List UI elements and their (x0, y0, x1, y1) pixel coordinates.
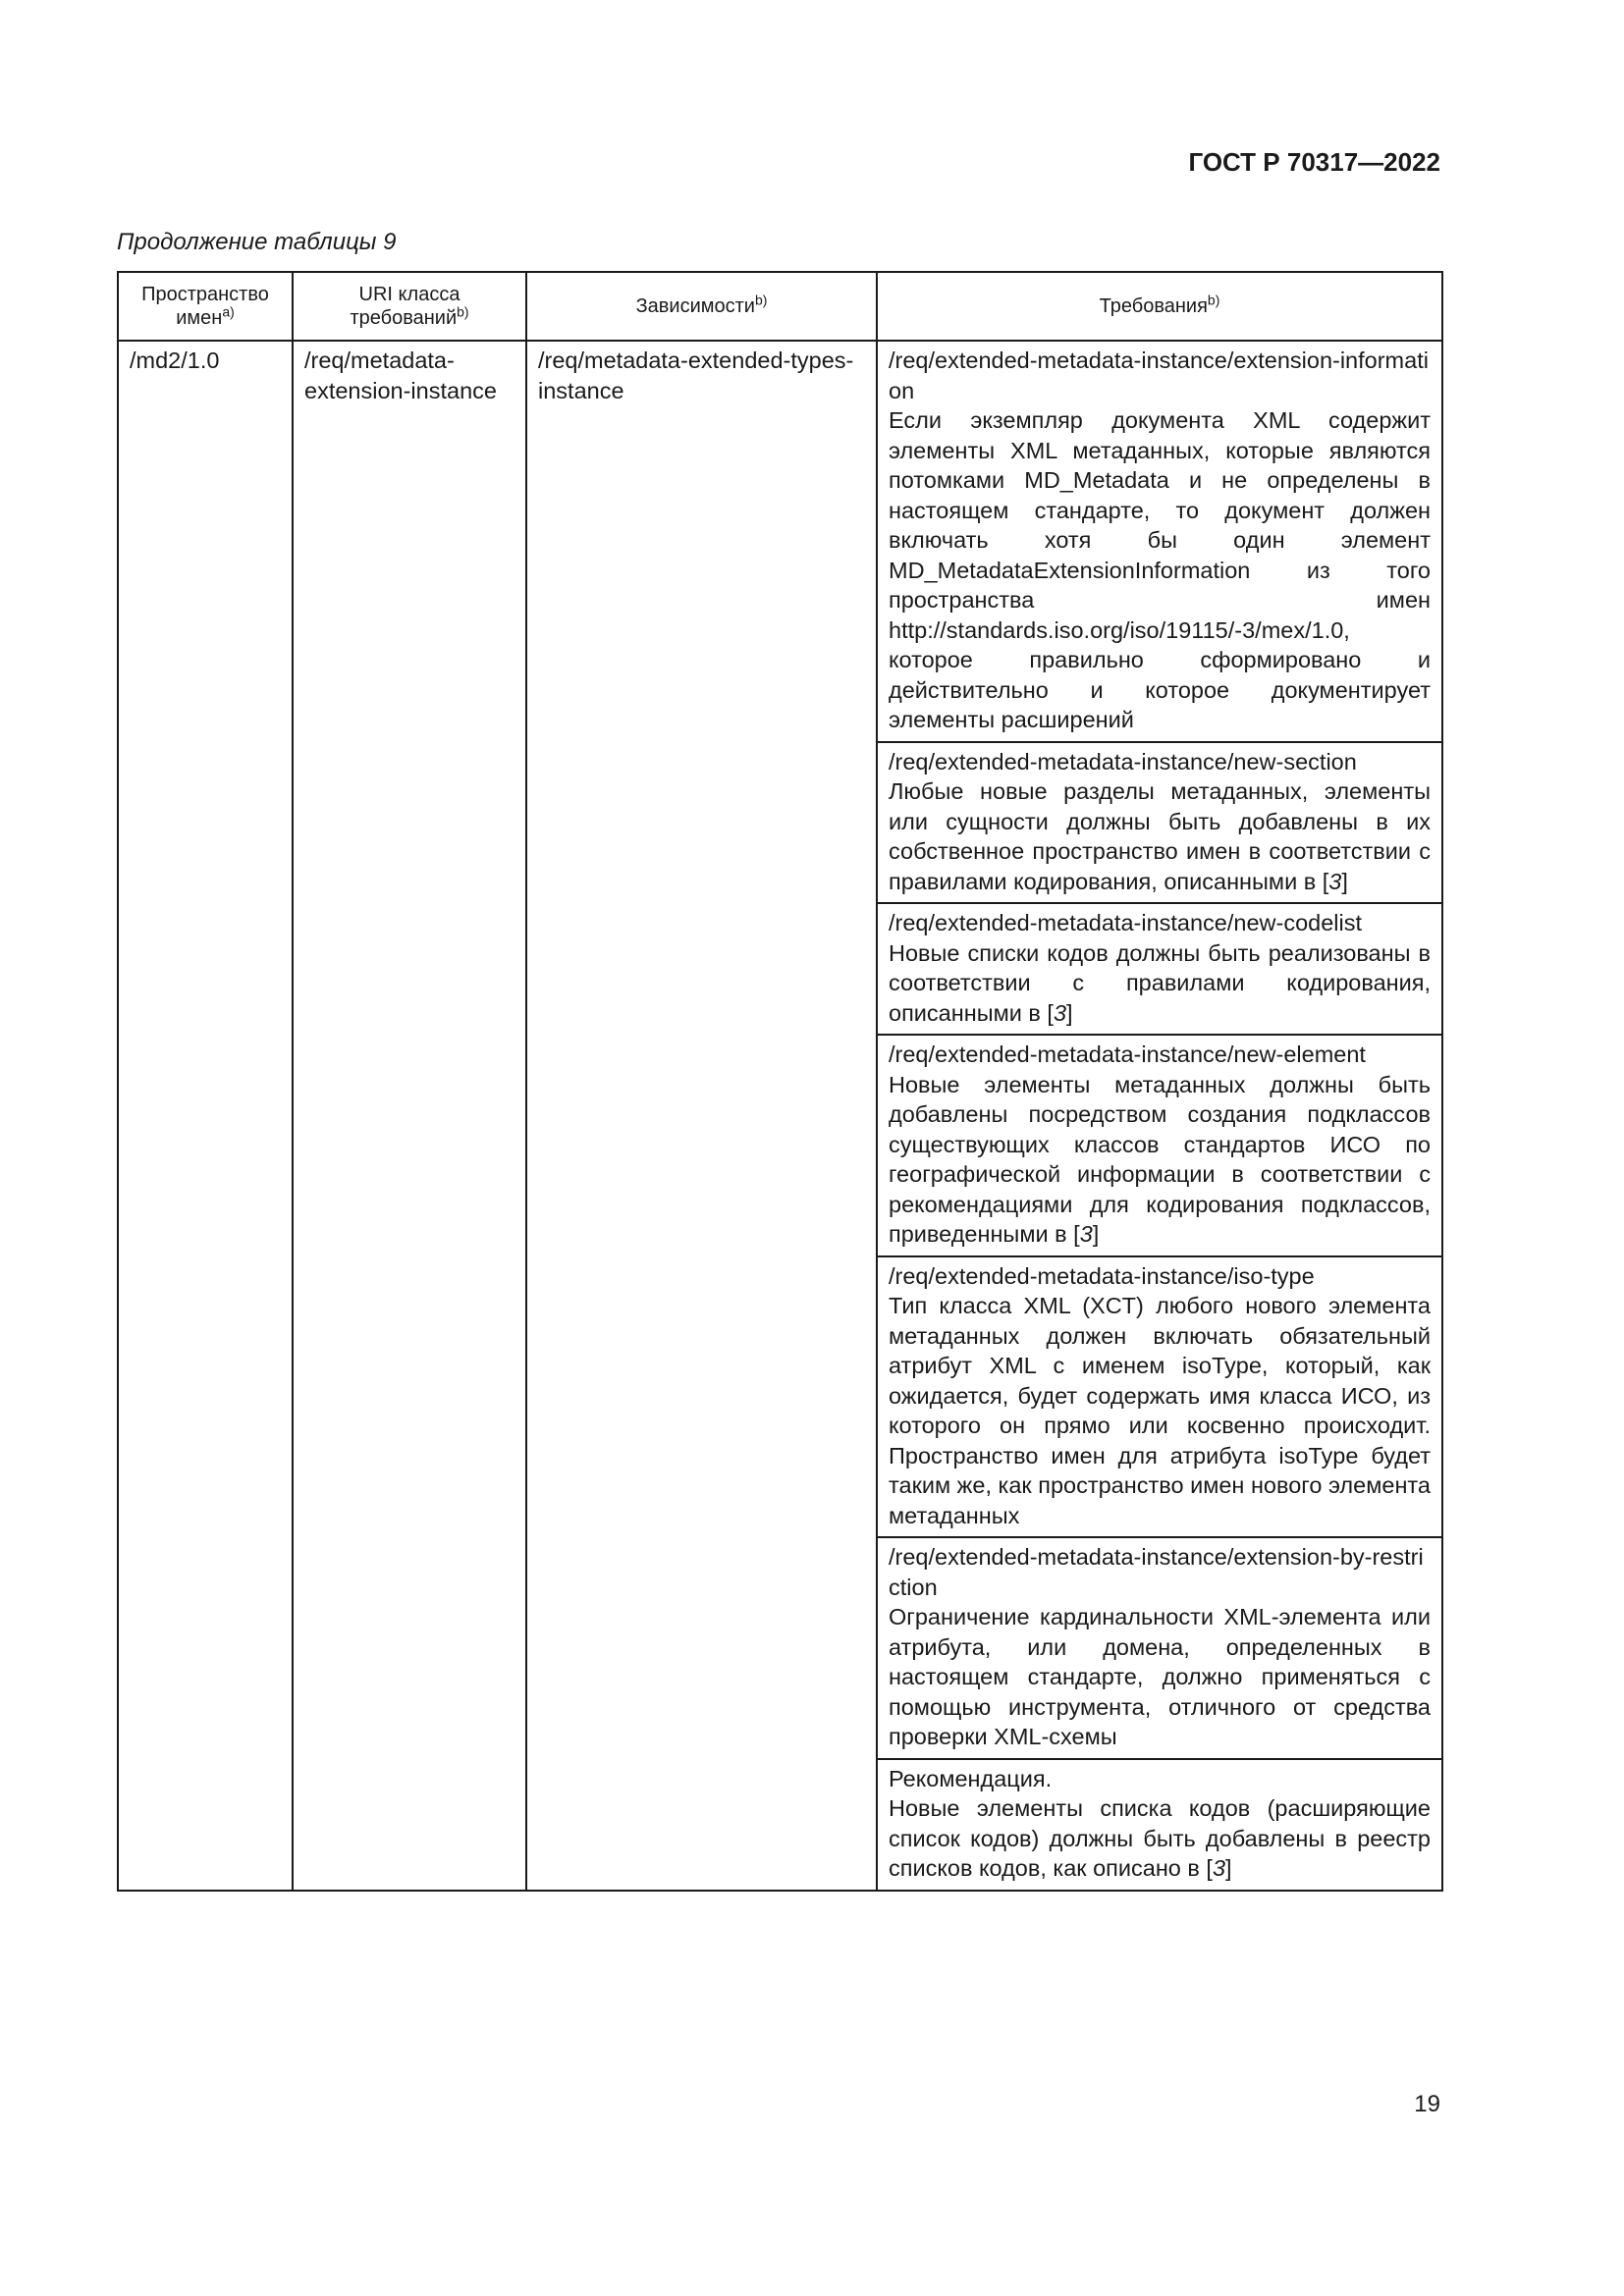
table-caption: Продолжение таблицы 9 (117, 229, 397, 255)
requirement-id: /req/extended-metadata-instance/extension-by-restriction (889, 1544, 1424, 1600)
requirement-cell (877, 1256, 1442, 1538)
requirement-cell (877, 1759, 1442, 1891)
standard-code: ГОСТ Р 70317—2022 (1188, 147, 1440, 177)
requirement-cell (877, 1537, 1442, 1759)
requirement-id: /req/extended-metadata-instance/new-element (889, 1041, 1366, 1067)
requirement-cell (877, 1035, 1442, 1256)
requirement-text: Если экземпляр документа XML содержит элементы XML метаданных, которые являются потомками MD_Metadata и не определены в настоящем стандарте, то документ должен включать хотя бы один элемент MD_MetadataExtensionInformation из того пространства имен http://standards.iso.org/iso/19115/-3/mex/1.0, которое правильно сформировано и действительно и которое документирует элементы расширений (889, 407, 1431, 732)
header-requirements: Требования$^{b)}$ (877, 272, 1442, 341)
requirement-text: Новые списки кодов должны быть реализованы в соответствии с правилами кодирования, описанными в [3] (889, 939, 1431, 1026)
requirement-text: Любые новые разделы метаданных, элементы или сущности должны быть добавлены в их собственное пространство имен в соответствии с правилами кодирования, описанными в [3] (889, 778, 1431, 894)
requirement-text: Новые элементы списка кодов (расширяющие список кодов) должны быть добавлены в реестр списков кодов, как описано в [3] (889, 1795, 1431, 1881)
table-row (118, 341, 1442, 742)
requirement-text: Тип класса XML (XCT) любого нового элемента метаданных должен включать обязательный атрибут XML с именем isoType, который, как ожидается, будет содержать имя класса ИСО, из которого он прямо или косвенно происходит. Пространство имен для атрибута isoType будет таким же, как пространство имен нового элемента метаданных (889, 1293, 1431, 1528)
requirement-cell (877, 742, 1442, 904)
recommendation-label: Рекомендация. (889, 1765, 1053, 1791)
header-dependencies: Зависимости$^{b)}$ (526, 272, 877, 341)
requirement-id: /req/extended-metadata-instance/iso-type (889, 1262, 1315, 1289)
header-uri: URI класса требований$^{b)}$ (293, 272, 526, 341)
requirement-text: Новые элементы метаданных должны быть добавлены посредством создания подклассов существующих классов стандартов ИСО по географической информации в соответствии с рекомендациями для кодирования подклассов, приведенными в [3] (889, 1071, 1431, 1247)
requirement-text: Ограничение кардинальности XML-элемента или атрибута, или домена, определенных в настоящем стандарте, должно применяться с помощью инструмента, отличного от средства проверки XML-схемы (889, 1604, 1431, 1749)
requirement-cell (877, 341, 1442, 742)
requirement-id: /req/extended-metadata-instance/extension-information (889, 347, 1429, 403)
requirement-id: /req/extended-metadata-instance/new-section (889, 748, 1357, 774)
cell-dependency: /req/metadata-extended-types-instance (526, 341, 877, 1891)
cell-namespace: /md2/1.0 (118, 341, 293, 1891)
requirement-id: /req/extended-metadata-instance/new-codelist (889, 910, 1363, 935)
page-number: 19 (1414, 2091, 1440, 2117)
table-header-row (118, 272, 1442, 341)
requirements-table (117, 271, 1443, 1892)
cell-uri: /req/metadata-extension-instance (293, 341, 526, 1891)
requirement-cell (877, 903, 1442, 1035)
header-namespace: Пространство имен$^{a)}$ (118, 272, 293, 341)
